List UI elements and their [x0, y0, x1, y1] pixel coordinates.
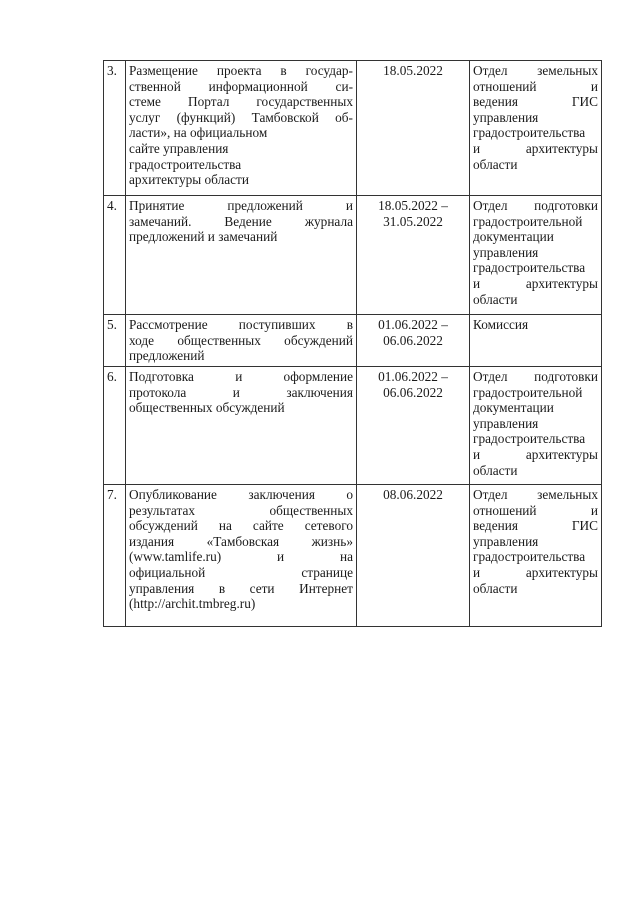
text-line: услуг (функций) Тамбовской об-: [129, 109, 353, 125]
text-line: 06.06.2022: [383, 332, 443, 348]
text-line: Комиссия: [473, 317, 529, 332]
row-number: 4.: [104, 196, 126, 315]
event-date: [357, 315, 470, 367]
table-row: [104, 315, 602, 367]
text-line: управления: [473, 415, 539, 431]
text-line: 01.06.2022 –: [378, 317, 448, 332]
text-line: 01.06.2022 –: [378, 369, 448, 384]
text-line: Принятие предложений и: [129, 198, 353, 213]
text-line: области: [473, 462, 518, 478]
text-line: градостроительной: [473, 384, 583, 400]
text-line: и архитектуры: [473, 140, 598, 156]
responsible-party: [470, 196, 602, 315]
text-line: Опубликование заключения о: [129, 487, 353, 502]
text-line: градостроительной: [473, 213, 583, 229]
text-line: сайте управления: [129, 140, 229, 156]
schedule-table: [103, 60, 602, 627]
text-line: области: [473, 156, 518, 172]
table-row: [104, 61, 602, 196]
text-line: Отдел подготовки: [473, 369, 598, 384]
text-line: Отдел земельных: [473, 487, 598, 502]
row-number: 7.: [104, 485, 126, 627]
text-line: управления: [473, 244, 539, 260]
text-line: 06.06.2022: [383, 384, 443, 400]
text-line: градостроительства: [473, 549, 586, 565]
table-row: [104, 485, 602, 627]
text-line: управления в сети Интернет: [129, 580, 353, 596]
responsible-party: [470, 61, 602, 196]
text-line: управления: [473, 109, 539, 125]
table-row: [104, 367, 602, 485]
text-line: результатах общественных: [129, 502, 353, 518]
text-line: 18.05.2022 –: [378, 198, 448, 213]
text-line: Рассмотрение поступивших в: [129, 317, 353, 332]
text-line: протокола и заключения: [129, 384, 353, 400]
text-line: замечаний. Ведение журнала: [129, 213, 353, 229]
responsible-party: [470, 367, 602, 485]
event-date: [357, 367, 470, 485]
text-line: ведения ГИС: [473, 518, 598, 534]
responsible-party: [470, 485, 602, 627]
event-date: [357, 196, 470, 315]
text-line: области: [473, 580, 518, 596]
text-line: Размещение проекта в государ-: [129, 63, 353, 78]
text-line: Отдел подготовки: [473, 198, 598, 213]
event-description: [126, 367, 357, 485]
table-row: [104, 196, 602, 315]
row-number: 3.: [104, 61, 126, 196]
text-line: архитектуры области: [129, 172, 249, 188]
text-line: области: [473, 291, 518, 307]
text-line: документации: [473, 229, 554, 245]
text-line: градостроительства: [129, 156, 242, 172]
text-line: (http://archit.tmbreg.ru): [129, 596, 256, 612]
row-number: 6.: [104, 367, 126, 485]
event-description: [126, 196, 357, 315]
text-line: обсуждений на сайте сетевого: [129, 518, 353, 534]
text-line: градостроительства: [473, 431, 586, 447]
text-line: 18.05.2022: [383, 63, 443, 78]
text-line: Подготовка и оформление: [129, 369, 353, 384]
text-line: 08.06.2022: [383, 487, 443, 502]
text-line: ласти», на официальном: [129, 125, 268, 141]
text-line: предложений: [129, 348, 205, 364]
text-line: отношений и: [473, 502, 598, 518]
text-line: общественных обсуждений: [129, 400, 285, 416]
text-line: и архитектуры: [473, 564, 598, 580]
schedule-table-body: [104, 61, 602, 627]
text-line: ведения ГИС: [473, 94, 598, 110]
event-description: [126, 485, 357, 627]
text-line: ственной информационной си-: [129, 78, 353, 94]
row-number: 5.: [104, 315, 126, 367]
text-line: отношений и: [473, 78, 598, 94]
event-description: [126, 61, 357, 196]
event-description: [126, 315, 357, 367]
event-date: [357, 485, 470, 627]
event-date: [357, 61, 470, 196]
text-line: управления: [473, 533, 539, 549]
text-line: 31.05.2022: [383, 213, 443, 229]
text-line: предложений и замечаний: [129, 229, 278, 245]
text-line: документации: [473, 400, 554, 416]
text-line: Отдел земельных: [473, 63, 598, 78]
text-line: (www.tamlife.ru) и на: [129, 549, 353, 565]
text-line: официальной странице: [129, 564, 353, 580]
text-line: и архитектуры: [473, 446, 598, 462]
text-line: градостроительства: [473, 260, 586, 276]
text-line: стеме Портал государственных: [129, 94, 353, 110]
responsible-party: [470, 315, 602, 367]
text-line: градостроительства: [473, 125, 586, 141]
text-line: издания «Тамбовская жизнь»: [129, 533, 353, 549]
text-line: ходе общественных обсуждений: [129, 332, 353, 348]
text-line: и архитектуры: [473, 275, 598, 291]
